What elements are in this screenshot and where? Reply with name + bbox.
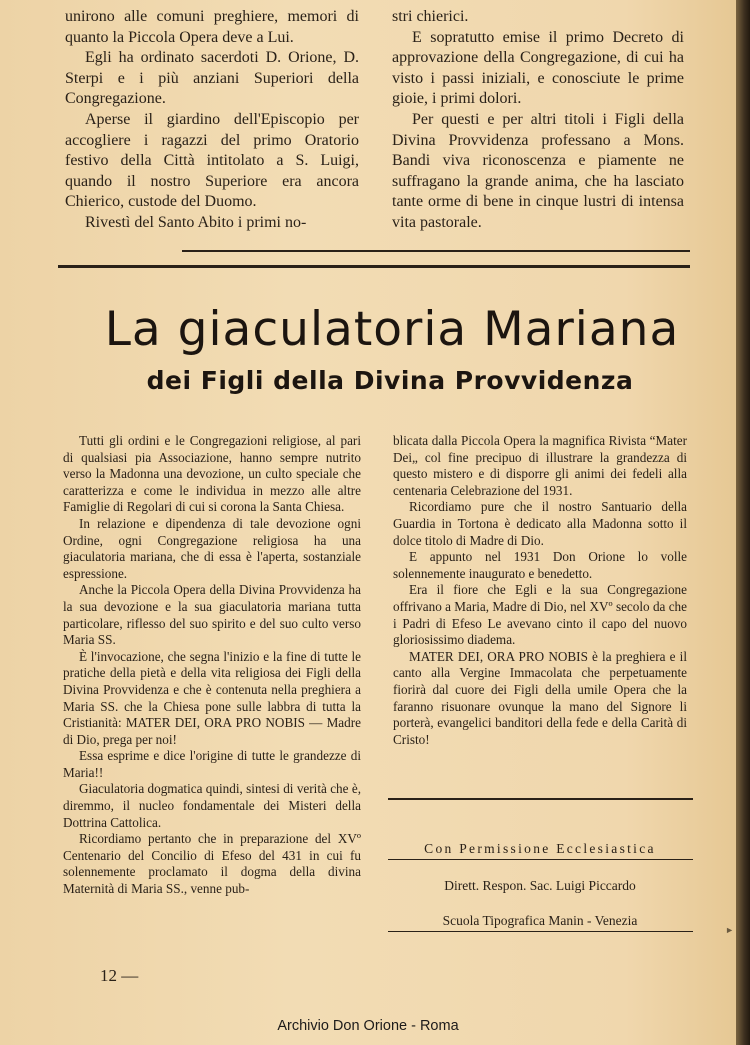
paragraph: Per questi e per altri titoli i Figli della Divina Provvidenza professano a Mons. Bandi viva riconoscenza e piamente ne suffragano la grande anima, che ha lasciato tante orme di bene in cinque lustri di intensa vita pastorale. (392, 110, 684, 231)
arrow-mark-icon: ► (725, 925, 734, 935)
top-left-column (65, 7, 359, 234)
paragraph: unirono alle comuni preghiere, memori di quanto la Piccola Opera deve a Lui. (65, 8, 359, 46)
paragraph: Essa esprime e dice l'origine di tutte le grandezze di Maria!! (63, 748, 361, 780)
paragraph: MATER DEI, ORA PRO NOBIS è la preghiera e il canto alla Vergine Immacolata che perpetuamente fiorirà dal cuore dei Figli della umile Opera che la faranno risuonare ovunque la mano del Signore li porterà, evangelici banditori della fede e della Carità di Cristo! (393, 648, 687, 747)
paragraph: blicata dalla Piccola Opera la magnifica Rivista “Mater Dei„ col fine precipuo di illustrare la grandezza di questo mistero e di disporre gli animi dei fedeli alla centenaria Celebrazione del 1931. (393, 433, 687, 498)
paragraph: Giaculatoria dogmatica quindi, sintesi di verità che è, diremmo, il nucleo fondamentale dei Misteri della Dottrina Cattolica. (63, 781, 361, 830)
archive-label: Archivio Don Orione - Roma (277, 1018, 459, 1034)
director-line: Dirett. Respon. Sac. Luigi Piccardo (444, 878, 636, 893)
paragraph: Rivestì del Santo Abito i primi no- (85, 213, 307, 231)
paragraph: È l'invocazione, che segna l'inizio e la fine di tutte le pratiche della pietà e della vita religiosa dei Figli della Divina Provvidenza e che è contenuta nella preghiera a Maria SS. che la Chiesa pone sulle labbra di tutta la Cristianità: MATER DEI, ORA PRO NOBIS — Madre di Dio, prega per noi! (63, 648, 361, 747)
permission-line: Con Permissione Ecclesiastica (424, 841, 656, 856)
section-divider (58, 265, 690, 268)
imprint-rule (388, 859, 693, 860)
top-right-column (392, 7, 684, 234)
article-right-column (393, 433, 687, 748)
paragraph: Tutti gli ordini e le Congregazioni religiose, al pari di qualsiasi pia Associazione, hanno sempre nutrito verso la Madonna una devozione, un culto speciale che caratterizza e come le individua in mezzo alle altre Famiglie di Regolari di cui si corona la Santa Chiesa. (63, 433, 361, 515)
article-title: La giaculatoria Mariana (104, 302, 680, 357)
article-left-column (63, 433, 361, 898)
article-subtitle: dei Figli della Divina Provvidenza (146, 366, 634, 395)
paragraph: Egli ha ordinato sacerdoti D. Orione, D. Sterpi e i più anziani Superiori della Congregazione. (65, 49, 359, 108)
imprint-bottom-rule (388, 931, 693, 932)
page-number: 12 — (100, 966, 139, 985)
paragraph: stri chierici. (392, 8, 469, 25)
paragraph: Aperse il giardino dell'Episcopio per accogliere i ragazzi del primo Oratorio festivo della Città intitolato a S. Luigi, quando il nostro Superiore era ancora Chierico, custode del Duomo. (65, 110, 359, 211)
book-binding-edge (736, 0, 750, 1045)
paragraph: Ricordiamo pure che il nostro Santuario della Guardia in Tortona è dedicato alla Madonna sotto il dolce titolo di Madre di Dio. (393, 499, 687, 548)
paragraph: E appunto nel 1931 Don Orione lo volle solennemente inaugurato e benedetto. (393, 549, 687, 581)
paragraph: Era il fiore che Egli e la sua Congregazione offrivano a Maria, Madre di Dio, nel XVº secolo da che i Padri di Efeso Le avevano cinto il capo del nuovo gloriosissimo diadema. (393, 582, 687, 648)
paragraph: Ricordiamo pertanto che in preparazione del XVº Centenario del Concilio di Efeso del 431 in cui fu solennemente proclamato il dogma della divina Maternità di Maria SS., venne pub- (63, 831, 361, 897)
paragraph: In relazione e dipendenza di tale devozione ogni Ordine, ogni Congregazione religiosa ha una giaculatoria mariana, che di essa è l'aperta, sostanziale espressione. (63, 515, 361, 581)
paragraph: Anche la Piccola Opera della Divina Provvidenza ha la sua devozione e la sua giaculatoria mariana tutta particolare, riflesso del suo spirito e del suo culto verso Maria SS. (63, 582, 361, 648)
paragraph: E sopratutto emise il primo Decreto di approvazione della Congregazione, di cui ha visto i passi iniziali, e conosciute le prime gioie, i primi dolori. (392, 28, 684, 108)
column-bottom-rule (182, 250, 690, 252)
printer-line: Scuola Tipografica Manin - Venezia (442, 913, 638, 928)
imprint-top-rule (388, 798, 693, 800)
